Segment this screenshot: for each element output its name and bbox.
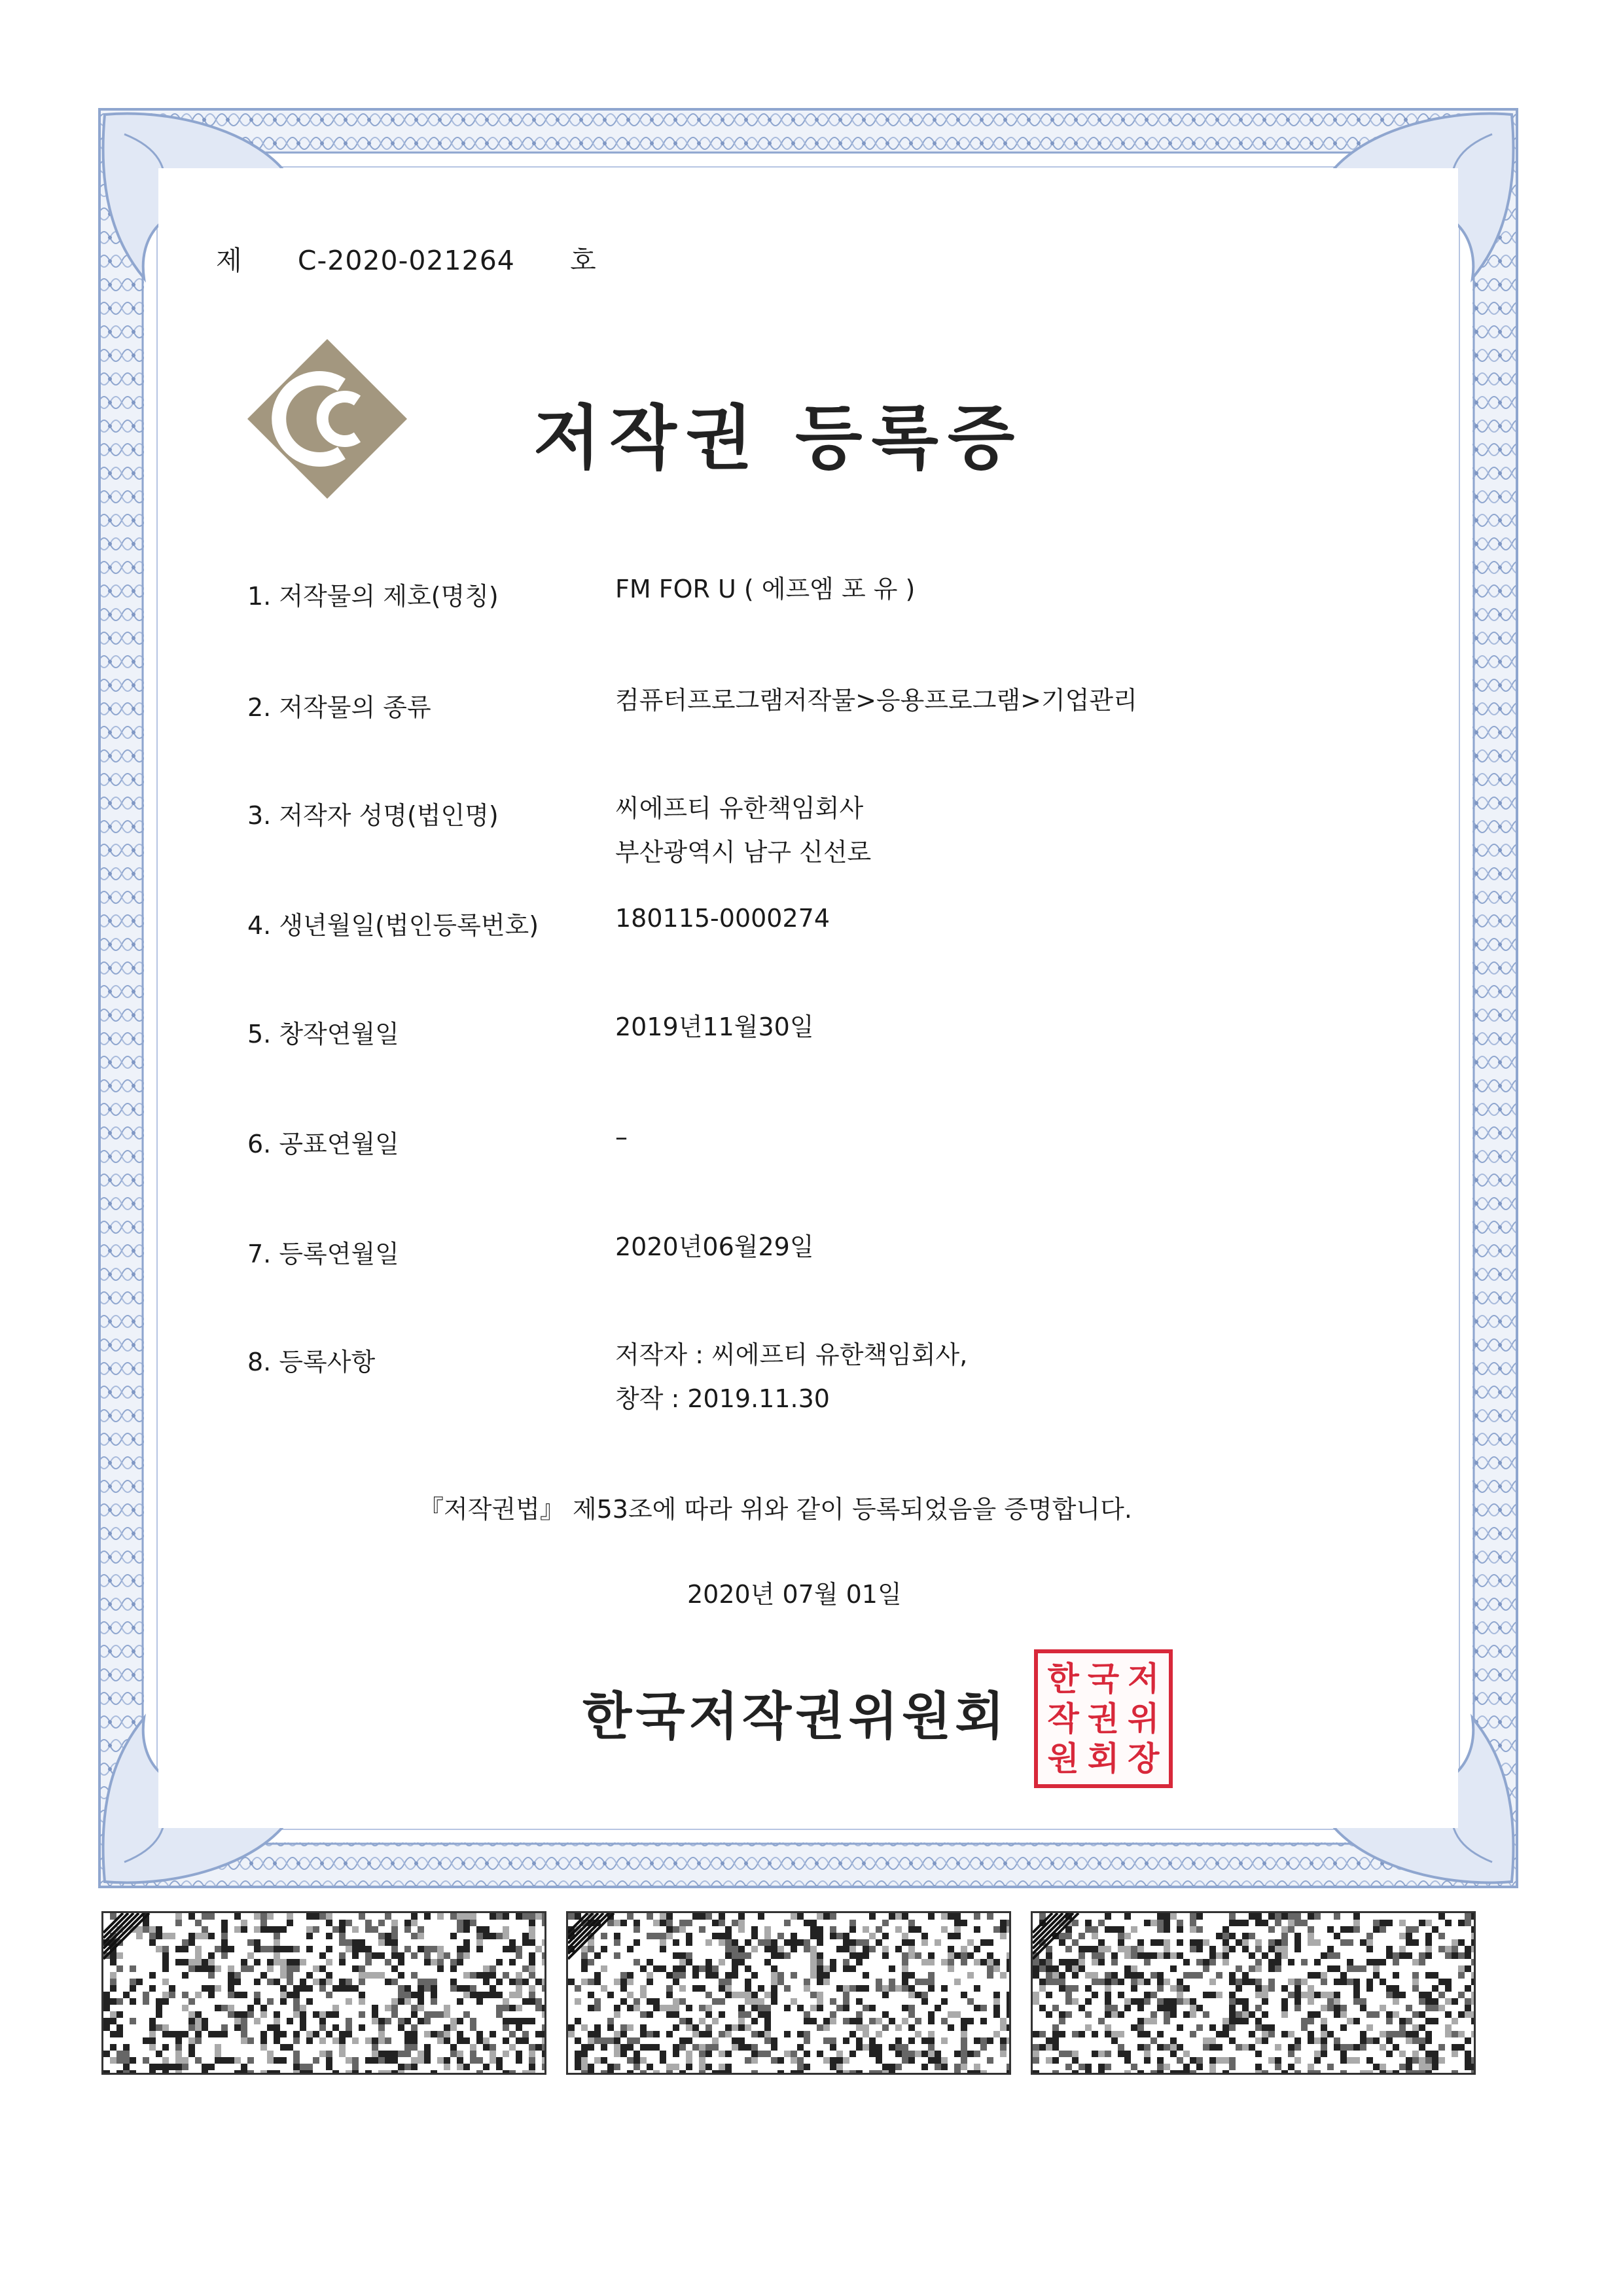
field-label-publication-date: 6. 공표연월일 <box>247 1130 399 1158</box>
copyright-cc-emblem-icon <box>242 334 412 504</box>
anti-forgery-code-left <box>101 1911 546 2075</box>
seal-char: 한 <box>1047 1659 1079 1698</box>
reg-suffix: 호 <box>570 245 597 276</box>
certificate-title: 저작권 등록증 <box>533 398 1024 478</box>
seal-char: 작 <box>1047 1698 1079 1738</box>
official-seal <box>1034 1649 1173 1788</box>
seal-char: 권 <box>1087 1698 1120 1738</box>
field-label-type: 2. 저작물의 종류 <box>247 693 431 722</box>
field-value-reg-id: 180115-0000274 <box>615 904 830 933</box>
field-value-registration-date: 2020년06월29일 <box>615 1232 814 1261</box>
field-label-creation-date: 5. 창작연월일 <box>247 1020 399 1049</box>
field-label-registration-date: 7. 등록연월일 <box>247 1240 399 1268</box>
certificate-frame <box>98 108 1518 1888</box>
registration-number <box>216 239 597 278</box>
field-value-details-author: 저작자 : 씨에프티 유한책임회사, <box>615 1340 968 1369</box>
field-value-author-address: 부산광역시 남구 신선로 <box>615 838 872 867</box>
field-value-publication-date: – <box>615 1122 628 1151</box>
anti-forgery-code-center <box>566 1911 1011 2075</box>
seal-char: 원 <box>1047 1739 1079 1778</box>
anti-forgery-code-right <box>1031 1911 1476 2075</box>
field-label-reg-id: 4. 생년월일(법인등록번호) <box>247 911 539 940</box>
seal-char: 저 <box>1128 1659 1160 1698</box>
field-value-title: FM FOR U ( 에프엠 포 유 ) <box>615 575 916 603</box>
issuer-name: 한국저작권위원회 <box>582 1687 1008 1746</box>
field-value-creation-date: 2019년11월30일 <box>615 1013 814 1041</box>
seal-char: 회 <box>1087 1739 1120 1778</box>
field-label-registration-details: 8. 등록사항 <box>247 1348 376 1376</box>
reg-number: C-2020-021264 <box>297 245 515 276</box>
field-value-details-creation: 창작 : 2019.11.30 <box>615 1384 830 1413</box>
certification-statement: 『저작권법』 제53조에 따라 위와 같이 등록되었음을 증명합니다. <box>419 1495 1132 1524</box>
field-label-author: 3. 저작자 성명(법인명) <box>247 801 499 830</box>
reg-prefix: 제 <box>216 245 243 276</box>
field-label-title: 1. 저작물의 제호(명칭) <box>247 582 499 611</box>
seal-char: 국 <box>1087 1659 1120 1698</box>
field-value-type: 컴퓨터프로그램저작물>응용프로그램>기업관리 <box>615 686 1137 715</box>
seal-char: 위 <box>1128 1698 1160 1738</box>
issue-date: 2020년 07월 01일 <box>687 1580 902 1609</box>
seal-char: 장 <box>1128 1739 1160 1778</box>
field-value-author-name: 씨에프티 유한책임회사 <box>615 794 864 823</box>
